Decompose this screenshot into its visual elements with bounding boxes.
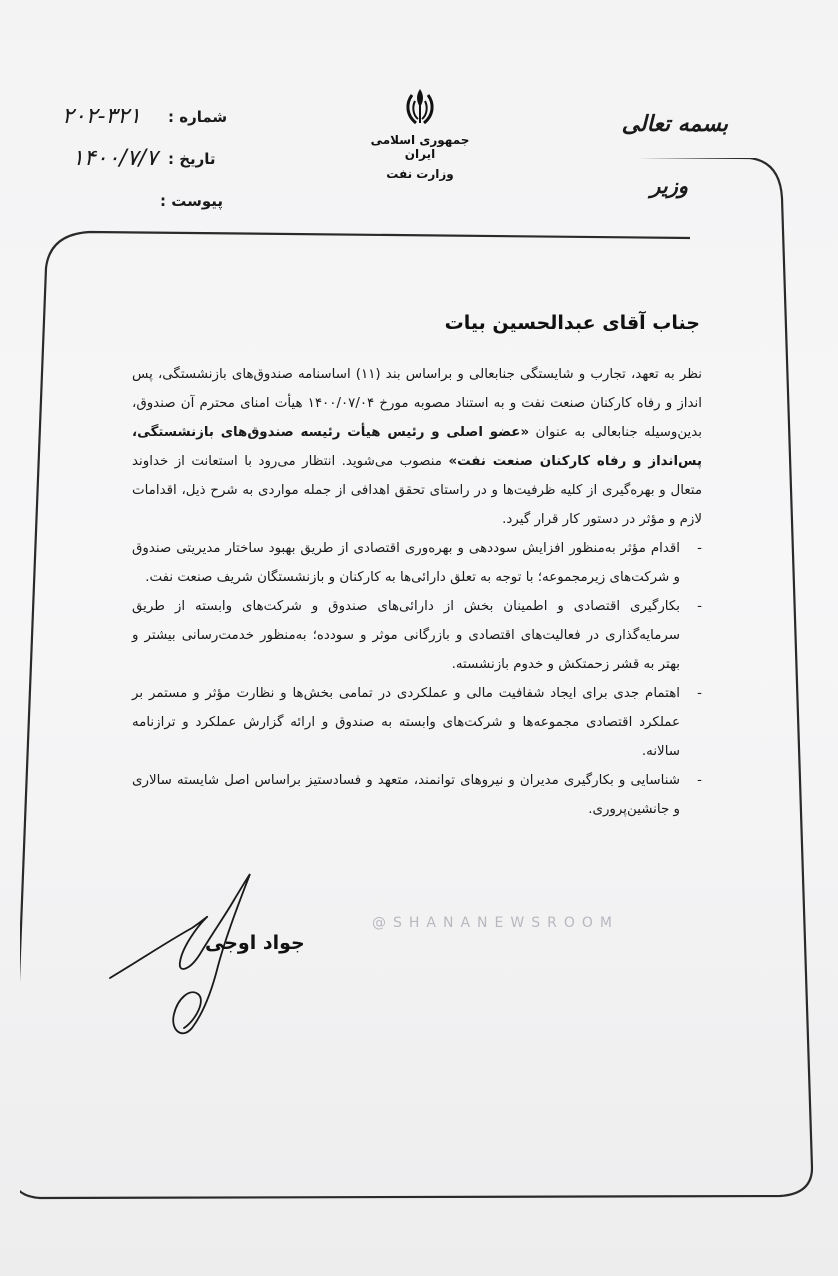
letter-date: ۱۴۰۰/۷/۷ [72,146,158,171]
intro-paragraph [132,360,702,534]
iran-emblem-icon [398,85,442,129]
country-name: جمهوری اسلامی ایران [370,133,470,161]
signer-name: جواد اوجی [205,932,305,954]
watermark: @SHANANEWSROOM [372,915,619,931]
office-title: وزیر [650,174,688,198]
ministry-letterhead [365,85,475,181]
intro-text-2: منصوب می‌شوید. انتظار می‌رود با استعانت از خداوند متعال و بهره‌گیری از کلیه ظرفیت‌ها و در راستای تحقق اهدافی از جمله مواردی به شرح ذیل، اقدامات لازم و مؤثر در دستور کار قرار گیرد. [132,454,702,527]
bismillah-heading: بسمه تعالی [621,112,728,137]
letter-body [132,360,702,824]
letter-number: ۲۰۲-۳۲۱ [62,104,141,129]
list-item: - شناسایی و بکارگیری مدیران و نیروهای توانمند، متعهد و فسادستیز براساس اصل شایسته سالاری و جانشین‌پروری. [132,766,702,824]
intro-text-1: نظر به تعهد، تجارب و شایستگی جنابعالی و براساس بند (۱۱) اساسنامه صندوق‌های بازنشستگی، پس انداز و رفاه کارکنان صنعت نفت و به استناد مصوبه مورخ ۱۴۰۰/۰۷/۰۴ هیأت امنای محترم آن صندوق، بدین‌وسیله جنابعالی به عنوان [132,367,703,440]
handwritten-signature [100,870,300,1040]
list-item: - اهتمام جدی برای ایجاد شفافیت مالی و عملکردی در تمامی بخش‌ها و نظارت مؤثر و مستمر بر عملکرد اقتصادی مجموعه‌ها و شرکت‌های وابسته به صندوق و ارائه گزارش عملکرد و ترازنامه سالانه. [132,679,702,766]
ministry-name: وزارت نفت [386,167,454,181]
number-label: شماره : [168,108,228,126]
appointment-title: «عضو اصلی و رئیس هیأت رئیسه صندوق‌های بازنشستگی، پس‌انداز و رفاه کارکنان صنعت نفت» [132,425,702,469]
attachment-label: پیوست : [160,192,224,210]
date-label: تاریخ : [168,150,216,168]
objectives-list [132,534,702,824]
list-item: - اقدام مؤثر به‌منظور افزایش سوددهی و بهره‌وری اقتصادی از طریق بهبود ساختار مدیریتی صندوق و شرکت‌های زیرمجموعه؛ با توجه به تعلق دارائی‌ها به کارکنان و بازنشستگان شریف صنعت نفت. [132,534,702,592]
list-item: - بکارگیری اقتصادی و اطمینان بخش از دارائی‌های صندوق و شرکت‌های وابسته از طریق سرمایه‌گذاری در فعالیت‌های اقتصادی و بازرگانی موثر و سودده؛ به‌منظور خدمت‌رسانی بیشتر و بهتر به قشر زحمتکش و خدوم بازنشسته. [132,592,702,679]
recipient-name: جناب آقای عبدالحسین بیات [444,312,700,334]
